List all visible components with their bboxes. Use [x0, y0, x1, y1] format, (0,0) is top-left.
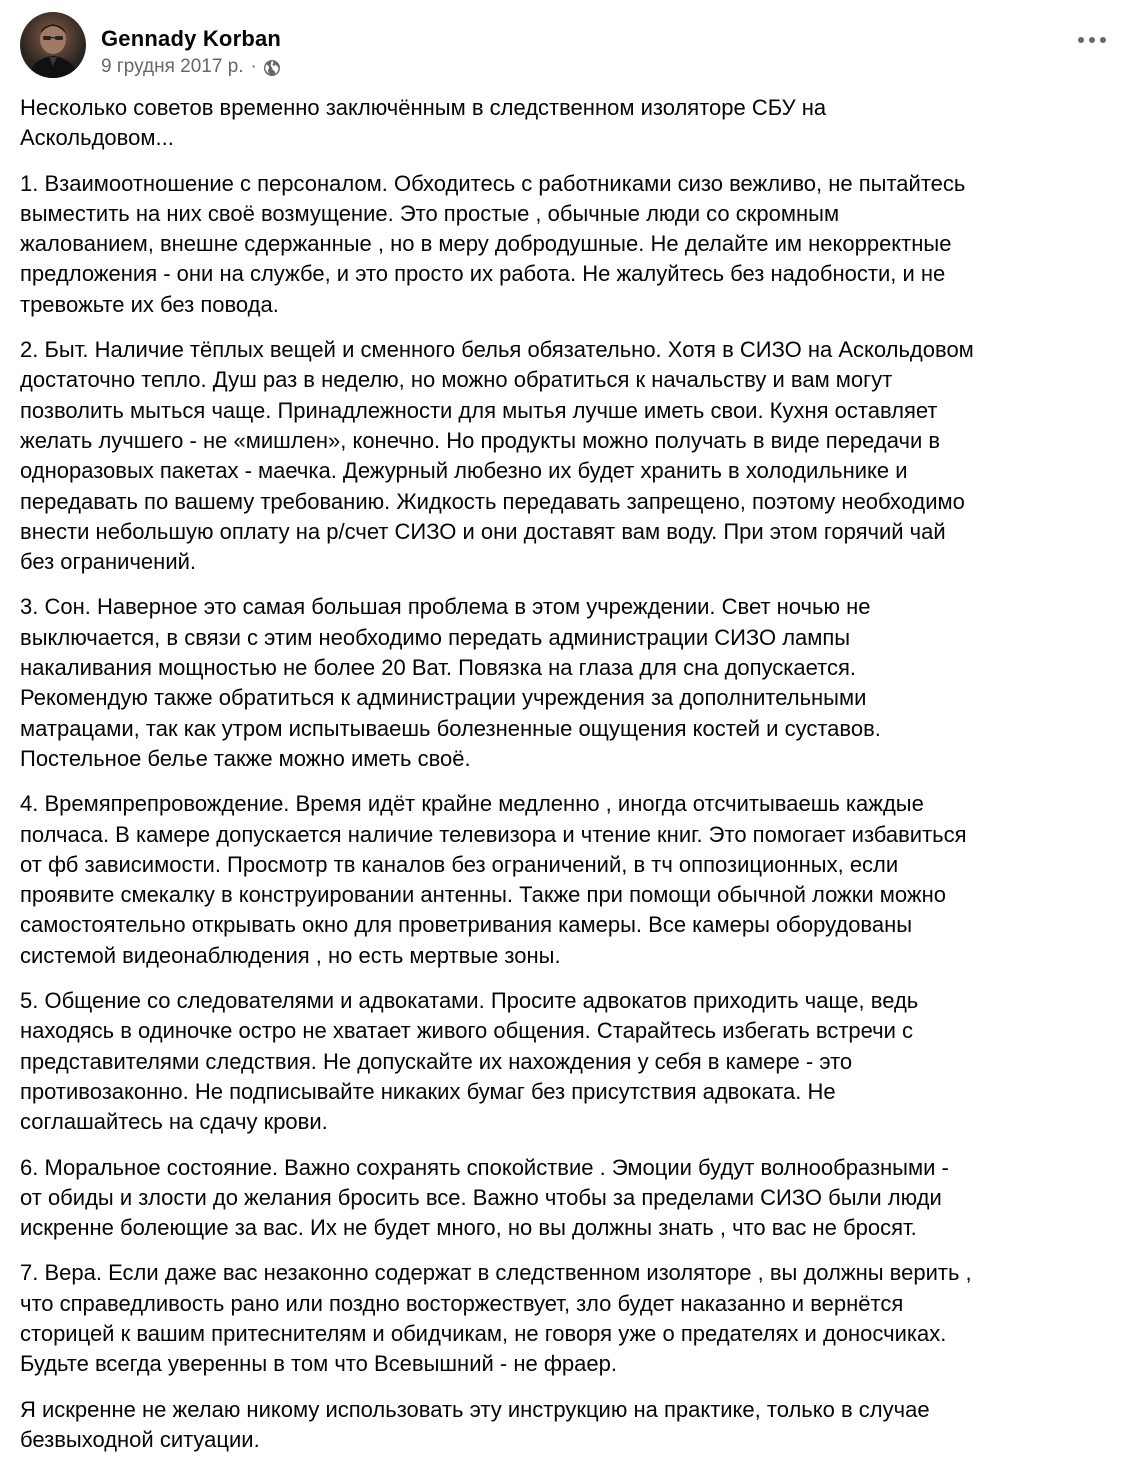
post-date[interactable]: 9 грудня 2017 р. — [101, 56, 244, 77]
meta-separator: · — [250, 56, 257, 77]
post-paragraph: 1. Взаимоотношение с персоналом. Обходитесь с работниками сизо вежливо, не пытайтесь выместить на них своё возмущение. Это простые , обычные люди со скромным жалованием, внешне сдержанные , но в меру добродушные. Не делайте им некорректные предложения - они на службе, и это просто их работа. Не жалуйтесь без надобности, и не тревожьте их без повода. — [20, 170, 966, 317]
post-meta — [101, 56, 281, 78]
avatar-photo — [20, 12, 86, 78]
author-name[interactable]: Gennady Korban — [101, 26, 282, 51]
post-header — [20, 12, 1112, 80]
post-text — [20, 93, 1120, 1470]
post-paragraph: 5. Общение со следователями и адвокатами. Просите адвокатов приходить чаще, ведь находясь в одиночке остро не хватает живого общения. Старайтесь избегать встречи с представителями следствия. Не допускайте их нахождения у себя в камере - это противозаконно. Не подписывайте никаких бумаг без присутствия адвоката. Не соглашайтесь на сдачу крови. — [20, 988, 919, 1135]
globe-icon[interactable] — [263, 59, 281, 77]
more-options-icon — [1077, 36, 1107, 44]
post-paragraph: 4. Времяпрепровождение. Время идёт крайне медленно , иногда отсчитываешь каждые полчаса. В камере допускается наличие телевизора и чтение книг. Это помогает избавиться от фб зависимости. Просмотр тв каналов без ограничений, в тч оппозиционных, если проявите смекалку в конструировании антенны. Также при помощи обычной ложки можно самостоятельно открывать окно для проветривания камеры. Все камеры оборудованы системой видеонаблюдения , но есть мертвые зоны. — [20, 791, 967, 968]
post-paragraph: 3. Сон. Наверное это самая большая проблема в этом учреждении. Свет ночью не выключается, в связи с этим необходимо передать администрации СИЗО лампы накаливания мощностью не более 20 Ват. Повязка на глаза для сна допускается. Рекомендую также обратиться к администрации учреждения за дополнительными матрацами, так как утром испытываешь болезненные ощущения костей и суставов. Постельное белье также можно иметь своё. — [20, 594, 881, 771]
post-paragraph: Я искренне не желаю никому использовать эту инструкцию на практике, только в случае безвыходной ситуации. — [20, 1396, 930, 1452]
post-paragraph: 7. Вера. Если даже вас незаконно содержат в следственном изоляторе , вы должны верить , что справедливость рано или поздно восторжествует, зло будет наказанно и вернётся сторицей к вашим притеснителям и обидчикам, не говоря уже о предателях и доносчиках. Будьте всегда уверенны в том что Всевышний - не фраер. — [20, 1260, 972, 1377]
post-paragraph: 6. Моральное состояние. Важно сохранять спокойствие . Эмоции будут волнообразными - от обиды и злости до желания бросить все. Важно чтобы за пределами СИЗО были люди искренне болеющие за вас. Их не будет много, но вы должны знать , что вас не бросят. — [20, 1154, 949, 1241]
post-paragraph: Несколько советов временно заключённым в следственном изоляторе СБУ на Аскольдовом... — [20, 95, 827, 151]
more-options-button[interactable] — [1072, 26, 1112, 54]
post-paragraph: 2. Быт. Наличие тёплых вещей и сменного белья обязательно. Хотя в СИЗО на Аскольдовом достаточно тепло. Душ раз в неделю, но можно обратиться к начальству и вам могут позволить мыться чаще. Принадлежности для мытья лучше иметь свои. Кухня оставляет желать лучшего - не «мишлен», конечно. Но продукты можно получать в виде передачи в одноразовых пакетах - маечка. Дежурный любезно их будет хранить в холодильнике и передавать по вашему требованию. Жидкость передавать запрещено, поэтому необходимо внести небольшую оплату на р/счет СИЗО и они доставят вам воду. При этом горячий чай без ограничений. — [20, 337, 974, 575]
avatar[interactable] — [20, 12, 86, 78]
